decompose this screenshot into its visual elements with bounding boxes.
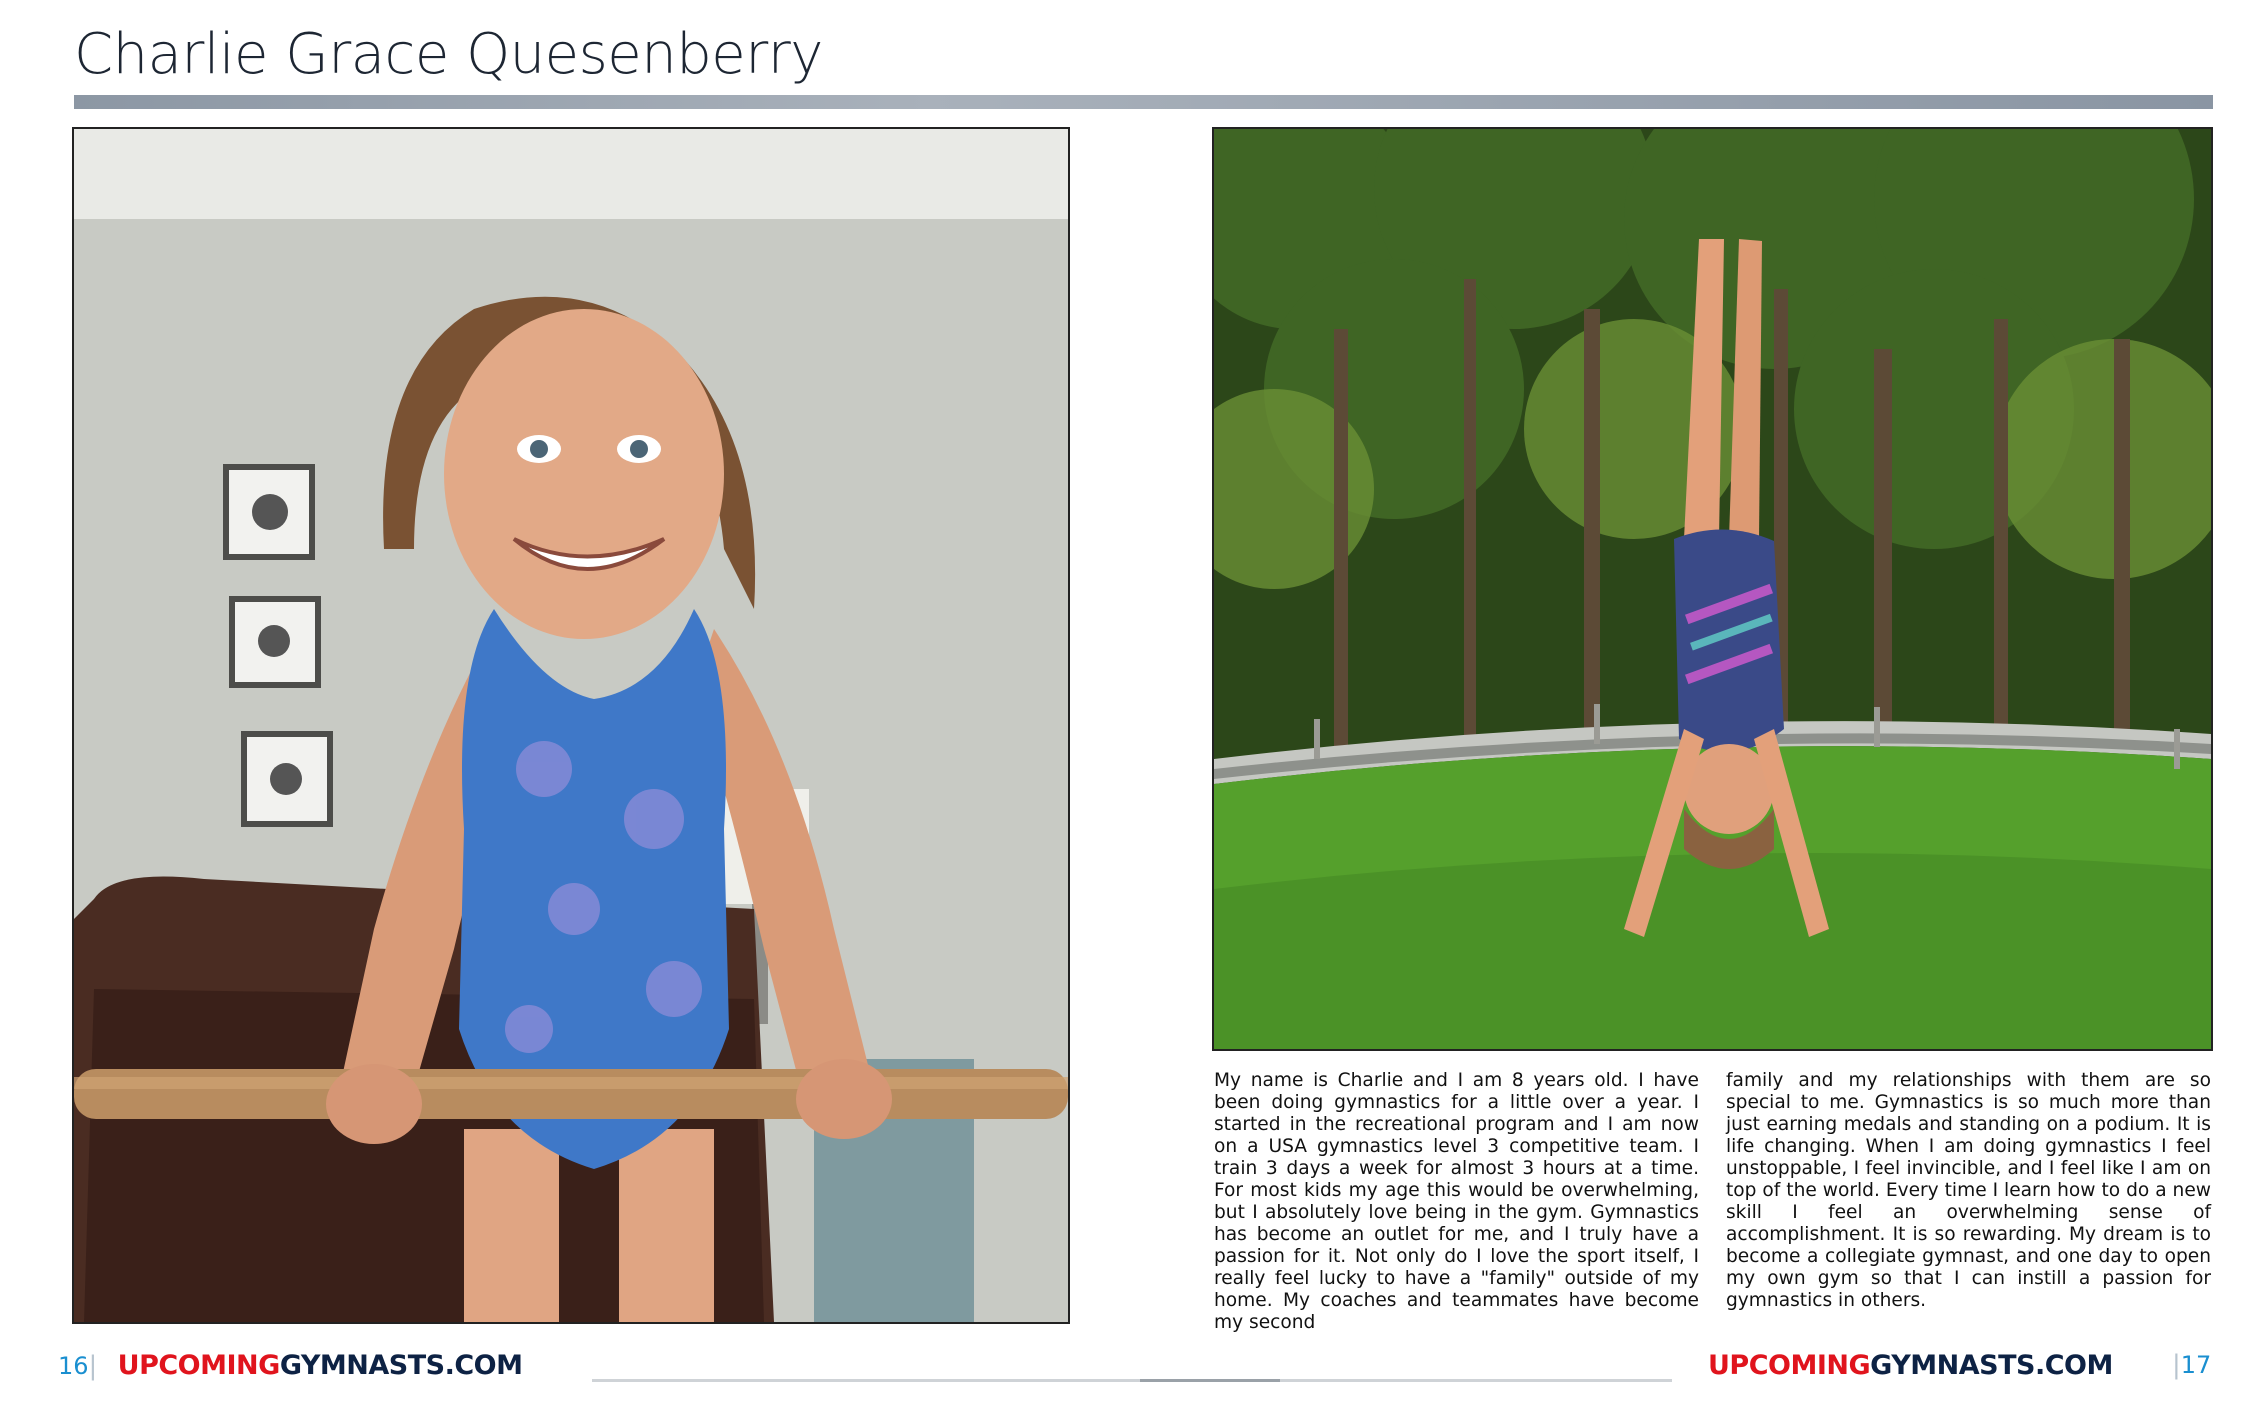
footer-right — [1708, 1350, 2113, 1381]
brand-logo-left[interactable] — [118, 1350, 523, 1381]
footer-rule — [592, 1379, 1672, 1382]
article-column-2: family and my relationships with them are so special to me. Gymnastics is so much more than just earning medals and standing on a podium. It is life changing. When I am doing gymnastics I feel unstoppable, I feel invincible, and I feel like I am on top of the world. Every time I learn how to do a new skill I feel an overwhelming sense of accomplishment. It is so rewarding. My dream is to become a collegiate gymnast, and one day to open my own gym so that I can instill a passion for gymnastics in others. — [1726, 1070, 2211, 1311]
footer-rule-accent — [1140, 1379, 1280, 1382]
brand-gymnasts: GYMNASTS.COM — [1870, 1350, 2113, 1381]
footer-right-number — [2172, 1350, 2211, 1380]
handstand-photo — [1212, 127, 2213, 1051]
title-rule — [74, 95, 2213, 109]
footer-divider-left: | — [88, 1351, 98, 1381]
page-title: Charlie Grace Quesenberry — [74, 22, 823, 87]
page-number-left: 16 — [58, 1352, 89, 1380]
article-column-1: My name is Charlie and I am 8 years old. I have been doing gymnastics for a little over a year. I started in the recreational program and I am now on a USA gymnastics level 3 competitive team. I train 3 days a week for almost 3 hours at a time. For most kids my age this would be overwhelming, but I absolutely love being in the gym. Gymnastics has become an outlet for me, and I truly have a passion for it. Not only do I love the sport itself, I really feel lucky to have a "family" outside of my home. My coaches and teammates have become my second — [1214, 1070, 1699, 1333]
brand-upcoming: UPCOMING — [117, 1350, 280, 1381]
girl-on-bar-photo — [72, 127, 1070, 1324]
brand-upcoming: UPCOMING — [1708, 1350, 1871, 1381]
footer-divider-right: | — [2172, 1350, 2181, 1380]
brand-logo-right[interactable] — [1708, 1350, 2113, 1381]
page-number-right: 17 — [2180, 1351, 2212, 1379]
brand-gymnasts: GYMNASTS.COM — [279, 1350, 523, 1381]
footer-left — [58, 1350, 523, 1381]
